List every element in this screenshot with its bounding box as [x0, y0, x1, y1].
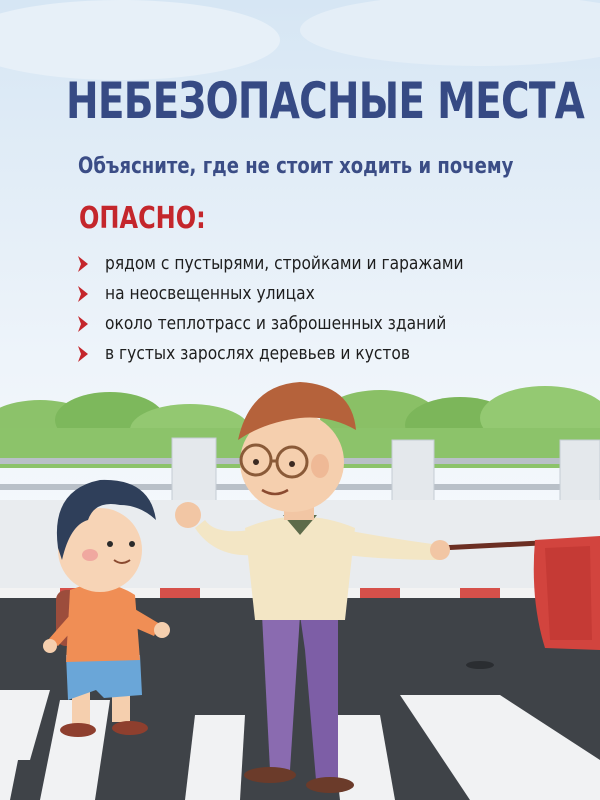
list-item-text: в густых зарослях деревьев и кустов [105, 343, 410, 364]
list-item-text: рядом с пустырями, стройками и гаражами [105, 253, 464, 274]
chevron-right-icon [78, 286, 88, 302]
list-item-text: около теплотрасс и заброшенных зданий [105, 313, 447, 334]
list-item-text: на неосвещенных улицах [105, 283, 315, 304]
page-title: НЕБЕЗОПАСНЫЕ МЕСТА [66, 72, 585, 130]
chevron-right-icon [78, 256, 88, 272]
chevron-right-icon [78, 346, 88, 362]
chevron-right-icon [78, 316, 88, 332]
danger-heading: ОПАСНО: [79, 201, 206, 236]
page-subtitle: Объясните, где не стоит ходить и почему [78, 154, 514, 179]
